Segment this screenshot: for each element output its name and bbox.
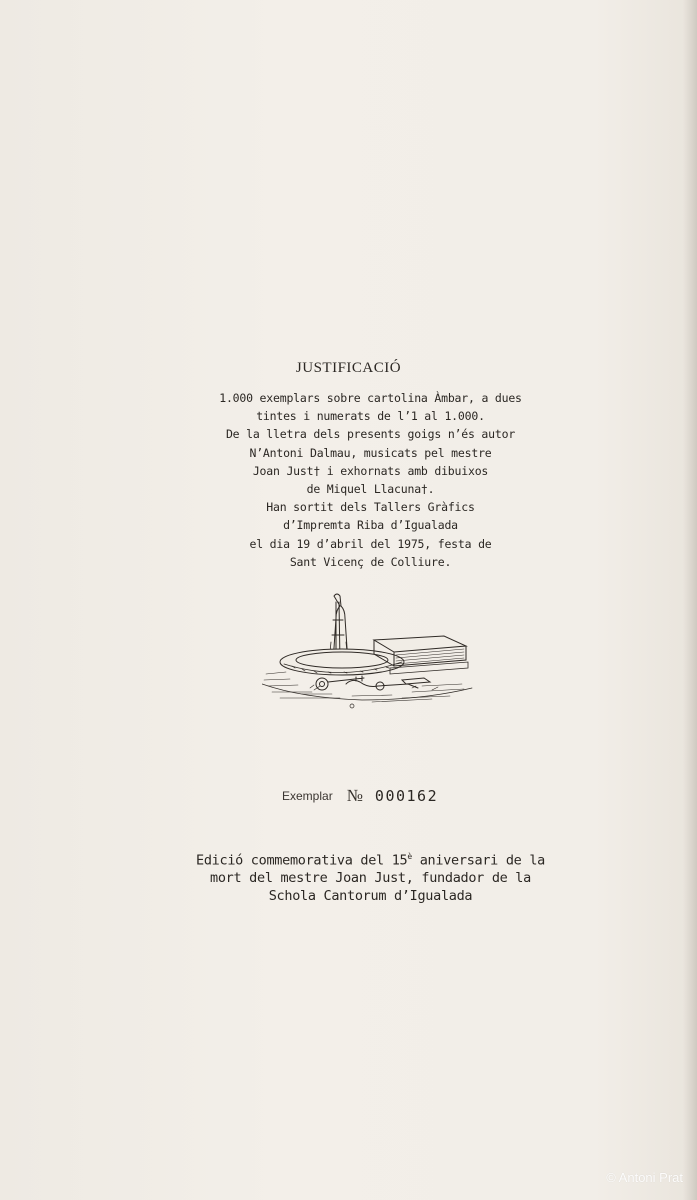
edition-line: mort del mestre Joan Just, fundador de la [210, 870, 531, 886]
edition-line [0, 848, 697, 870]
colophon-line: de Miquel Llacuna†. [306, 482, 435, 497]
still-life-illustration-icon [262, 590, 474, 712]
colophon-line: Joan Just† i exhornats amb dibuixos [252, 463, 489, 478]
colophon-line: Han sortit dels Tallers Gràfics [266, 500, 475, 515]
colophon-text [0, 389, 697, 571]
commemorative-edition-text [0, 848, 697, 905]
colophon-line: N’Antoni Dalmau, musicats pel mestre [249, 445, 492, 460]
copyright-watermark: © Antoni Prat [606, 1170, 683, 1185]
page-edge-shadow [683, 0, 697, 1200]
colophon-line: tintes i numerats de l’1 al 1.000. [256, 409, 485, 424]
exemplar-label: Exemplar [282, 789, 333, 803]
page-title: JUSTIFICACIÓ [295, 360, 402, 376]
exemplar-number: 000162 [374, 787, 439, 805]
edition-line-part: Edició commemorativa del 15 [196, 852, 408, 869]
exemplar-number-line [282, 786, 438, 806]
edition-line: Schola Cantorum d’Igualada [268, 887, 473, 904]
edition-line-part: aniversari de la [411, 852, 545, 869]
number-sign: № [346, 786, 363, 805]
colophon-line: el dia 19 d’abril del 1975, festa de [249, 536, 492, 551]
colophon-line: Sant Vicenç de Colliure. [289, 554, 452, 569]
colophon-line: d’Impremta Riba d’Igualada [283, 518, 458, 533]
colophon-line: 1.000 exemplars sobre cartolina Àmbar, a dues [219, 391, 522, 405]
ordinal-superscript: è [407, 852, 412, 861]
colophon-line: De la lletra dels presents goigs n’és autor [225, 427, 516, 442]
